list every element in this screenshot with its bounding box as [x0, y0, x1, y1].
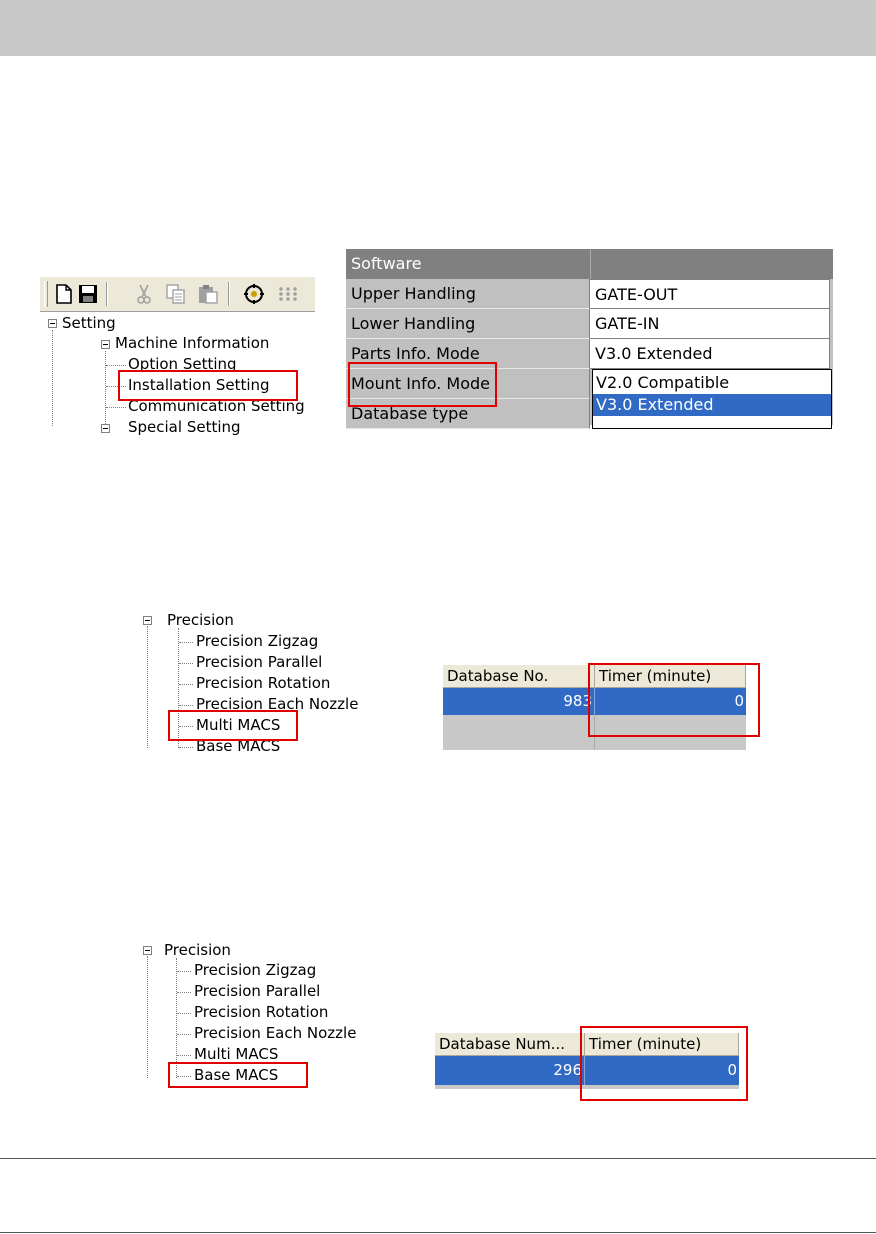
tree-connector	[179, 684, 193, 685]
tree-item-special-setting[interactable]: Special Setting	[128, 418, 241, 436]
tree-connector	[177, 971, 191, 972]
tree-connector	[177, 1034, 191, 1035]
database-no-cell[interactable]: 296	[435, 1056, 585, 1085]
grid-value[interactable]: V3.0 Extended	[590, 339, 830, 369]
tree-root-precision[interactable]: Precision	[164, 941, 231, 959]
highlight-box	[118, 370, 298, 401]
footer-divider	[0, 1158, 876, 1159]
database-no-cell[interactable]: 983	[443, 688, 595, 715]
tree-connector	[179, 705, 193, 706]
collapse-icon[interactable]	[101, 340, 110, 349]
tree-item[interactable]: Precision Each Nozzle	[196, 695, 359, 713]
tree-item[interactable]: Precision Parallel	[194, 982, 321, 1000]
tree-item-installation-setting[interactable]: Installation Setting	[128, 376, 270, 394]
cut-icon	[132, 282, 156, 306]
highlight-box	[348, 362, 497, 407]
header-band	[0, 0, 876, 56]
collapse-icon[interactable]	[143, 946, 152, 955]
tree-connector	[179, 663, 193, 664]
toolbar-separator	[228, 282, 230, 306]
tree-item-base-macs[interactable]: Base MACS	[194, 1066, 279, 1084]
tree-connector	[147, 626, 148, 748]
save-icon[interactable]	[76, 282, 100, 306]
highlight-box	[168, 710, 298, 741]
tree-connector	[105, 351, 106, 426]
footer-divider	[0, 1232, 876, 1233]
tree-item-communication-setting[interactable]: Communication Setting	[128, 397, 305, 415]
toolbar-grip[interactable]	[44, 281, 48, 307]
tree-connector	[52, 330, 53, 426]
tree-item-option-setting[interactable]: Option Setting	[128, 355, 237, 373]
tree-item-multi-macs[interactable]: Multi MACS	[196, 716, 281, 734]
copy-icon	[164, 282, 188, 306]
empty-cell	[443, 715, 595, 750]
highlight-box	[588, 663, 760, 737]
grid-header-value	[590, 249, 833, 279]
tree-item[interactable]: Precision Parallel	[196, 653, 323, 671]
tree-item[interactable]: Precision Zigzag	[194, 961, 317, 979]
grid-label: Lower Handling	[346, 309, 590, 339]
settings-wheel-icon[interactable]	[242, 282, 266, 306]
collapse-icon[interactable]	[101, 424, 110, 433]
tree-item[interactable]: Precision Rotation	[196, 674, 331, 692]
tree-connector	[179, 747, 193, 748]
grid-label: Mount Info. Mode	[346, 369, 590, 399]
mount-info-mode-dropdown[interactable]	[592, 369, 832, 429]
tree-connector	[177, 1055, 191, 1056]
tree-connector	[106, 407, 126, 408]
collapse-icon[interactable]	[143, 616, 152, 625]
tree-connector	[176, 958, 177, 1078]
grid-dots-icon	[276, 282, 300, 306]
tree-item[interactable]: Precision Zigzag	[196, 632, 319, 650]
toolbar	[40, 276, 315, 312]
grid-label: Database type	[346, 399, 590, 429]
collapse-icon[interactable]	[48, 319, 57, 328]
column-header[interactable]: Timer (minute)	[585, 1033, 739, 1056]
tree-item-machine-information[interactable]: Machine Information	[115, 334, 270, 352]
column-header[interactable]: Timer (minute)	[595, 665, 746, 688]
tree-item[interactable]: Multi MACS	[194, 1045, 279, 1063]
tree-item[interactable]: Precision Rotation	[194, 1003, 329, 1021]
tree-item[interactable]: Base MACS	[196, 737, 281, 755]
dropdown-option-selected[interactable]: V3.0 Extended	[593, 394, 831, 416]
tree-connector	[179, 642, 193, 643]
column-header[interactable]: Database Num...	[435, 1033, 585, 1056]
tree-connector	[177, 1013, 191, 1014]
highlight-box	[168, 1062, 308, 1088]
settings-tree	[40, 310, 315, 436]
new-file-icon[interactable]	[52, 282, 76, 306]
tree-connector	[177, 992, 191, 993]
grid-value[interactable]: GATE-OUT	[590, 279, 830, 309]
grid-label: Upper Handling	[346, 279, 590, 309]
grid-label: Parts Info. Mode	[346, 339, 590, 369]
tree-root-setting[interactable]: Setting	[62, 314, 116, 332]
paste-icon	[196, 282, 220, 306]
column-header[interactable]: Database No.	[443, 665, 595, 688]
timer-cell[interactable]: 0	[585, 1056, 739, 1085]
tree-connector	[106, 365, 126, 366]
dropdown-option[interactable]: V2.0 Compatible	[596, 373, 730, 392]
toolbar-separator	[106, 282, 108, 306]
tree-root-precision[interactable]: Precision	[167, 611, 234, 629]
highlight-box	[580, 1026, 748, 1101]
grid-value[interactable]: GATE-IN	[590, 309, 830, 339]
timer-cell[interactable]: 0	[595, 688, 746, 715]
tree-item[interactable]: Precision Each Nozzle	[194, 1024, 357, 1042]
tree-connector	[147, 956, 148, 1078]
grid-header: Software	[346, 249, 590, 279]
